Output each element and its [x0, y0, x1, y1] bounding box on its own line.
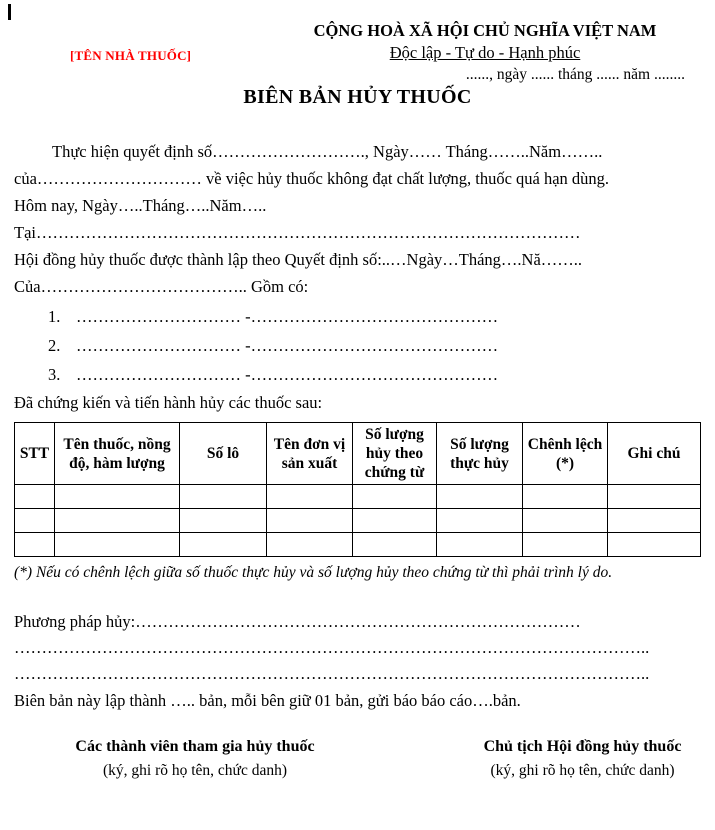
signature-title-members: Các thành viên tham gia hủy thuốc [75, 738, 315, 755]
signature-instruction-chairman: (ký, ghi rõ họ tên, chức danh) [490, 762, 675, 779]
body-line-includes: Của……………………………….. Gồm có: [14, 277, 309, 296]
method-section [14, 609, 700, 687]
column-header-difference: Chênh lệch (*) [523, 423, 608, 485]
table-cell [353, 509, 437, 533]
table-cell [353, 533, 437, 557]
member-fill-line: ………………………… -……………………………………… [76, 365, 499, 384]
column-header-qty-documented: Số lượng hủy theo chứng từ [353, 423, 437, 485]
table-cell [523, 533, 608, 557]
body-line-today: Hôm nay, Ngày…..Tháng…..Năm….. [14, 196, 267, 215]
body-line-decision: Thực hiện quyết định số………………………., Ngày…… Tháng……..Năm…….. [52, 142, 603, 161]
column-header-manufacturer: Tên đơn vị sản xuất [267, 423, 353, 485]
page-title: BIÊN BẢN HỦY THUỐC [243, 86, 472, 108]
member-number: 2. [48, 336, 61, 355]
document-body [14, 138, 700, 783]
column-header-notes: Ghi chú [608, 423, 701, 485]
table-row [15, 485, 701, 509]
table-cell [180, 509, 267, 533]
member-item [14, 302, 700, 331]
table-cell [55, 485, 180, 509]
signature-section [14, 734, 700, 783]
table-cell [608, 533, 701, 557]
table-header-row [15, 423, 701, 485]
copies-line: Biên bản này lập thành ….. bản, mỗi bên giữ 01 bản, gửi báo báo cáo….bản. [14, 691, 521, 710]
national-motto: Độc lập - Tự do - Hạnh phúc [389, 43, 581, 62]
table-row [15, 533, 701, 557]
table-cell [523, 485, 608, 509]
destroyed-drugs-table [14, 422, 701, 557]
table-footnote: (*) Nếu có chênh lệch giữa số thuốc thực hủy và số lượng hủy theo chứng từ thì phải trình lý do. [14, 564, 613, 581]
method-fill-line: …………………………………………………………………………………………………….. [14, 664, 650, 683]
column-header-qty-actual: Số lượng thực hủy [437, 423, 523, 485]
pharmacy-name-placeholder: [TÊN NHÀ THUỐC] [70, 48, 192, 63]
date-line: ......, ngày ...... tháng ...... năm ........ [465, 66, 685, 83]
signature-instruction-members: (ký, ghi rõ họ tên, chức danh) [102, 762, 288, 779]
member-number: 1. [48, 307, 61, 326]
table-cell [353, 485, 437, 509]
table-cell [55, 509, 180, 533]
signature-block-chairman [465, 734, 700, 783]
body-line-council: Hội đồng hủy thuốc được thành lập theo Quyết định số:..…Ngày…Tháng….Nă…….. [14, 250, 583, 269]
table-cell [180, 485, 267, 509]
method-line: Phương pháp hủy:……………………………………………………………………… [14, 612, 581, 631]
table-cell [437, 509, 523, 533]
table-cell [180, 533, 267, 557]
member-number: 3. [48, 365, 61, 384]
member-item [14, 331, 700, 360]
member-fill-line: ………………………… -……………………………………… [76, 307, 499, 326]
table-cell [608, 509, 701, 533]
column-header-drug-name: Tên thuốc, nồng độ, hàm lượng [55, 423, 180, 485]
national-title: CỘNG HOÀ XÃ HỘI CHỦ NGHĨA VIỆT NAM [313, 21, 657, 40]
table-cell [608, 485, 701, 509]
text-cursor [8, 4, 11, 20]
table-cell [15, 485, 55, 509]
table-cell [523, 509, 608, 533]
table-row [15, 509, 701, 533]
signature-block-members [60, 734, 330, 783]
table-cell [437, 533, 523, 557]
national-header [265, 21, 705, 84]
member-list [14, 302, 700, 389]
table-cell [55, 533, 180, 557]
table-cell [267, 485, 353, 509]
table-cell [15, 509, 55, 533]
table-cell [267, 533, 353, 557]
table-cell [437, 485, 523, 509]
method-fill-line: …………………………………………………………………………………………………….. [14, 638, 650, 657]
table-cell [267, 509, 353, 533]
member-fill-line: ………………………… -……………………………………… [76, 336, 499, 355]
body-line-witnessed: Đã chứng kiến và tiến hành hủy các thuốc sau: [14, 393, 323, 412]
signature-title-chairman: Chủ tịch Hội đồng hủy thuốc [483, 738, 682, 755]
national-motto-wrap [265, 43, 705, 63]
member-item [14, 360, 700, 389]
body-line-issuer: của………………………… về việc hủy thuốc không đạt chất lượng, thuốc quá hạn dùng. [14, 169, 610, 188]
column-header-stt: STT [15, 423, 55, 485]
body-line-location: Tại……………………………………………………………………………………… [14, 223, 581, 242]
table-cell [15, 533, 55, 557]
column-header-lot-number: Số lô [180, 423, 267, 485]
